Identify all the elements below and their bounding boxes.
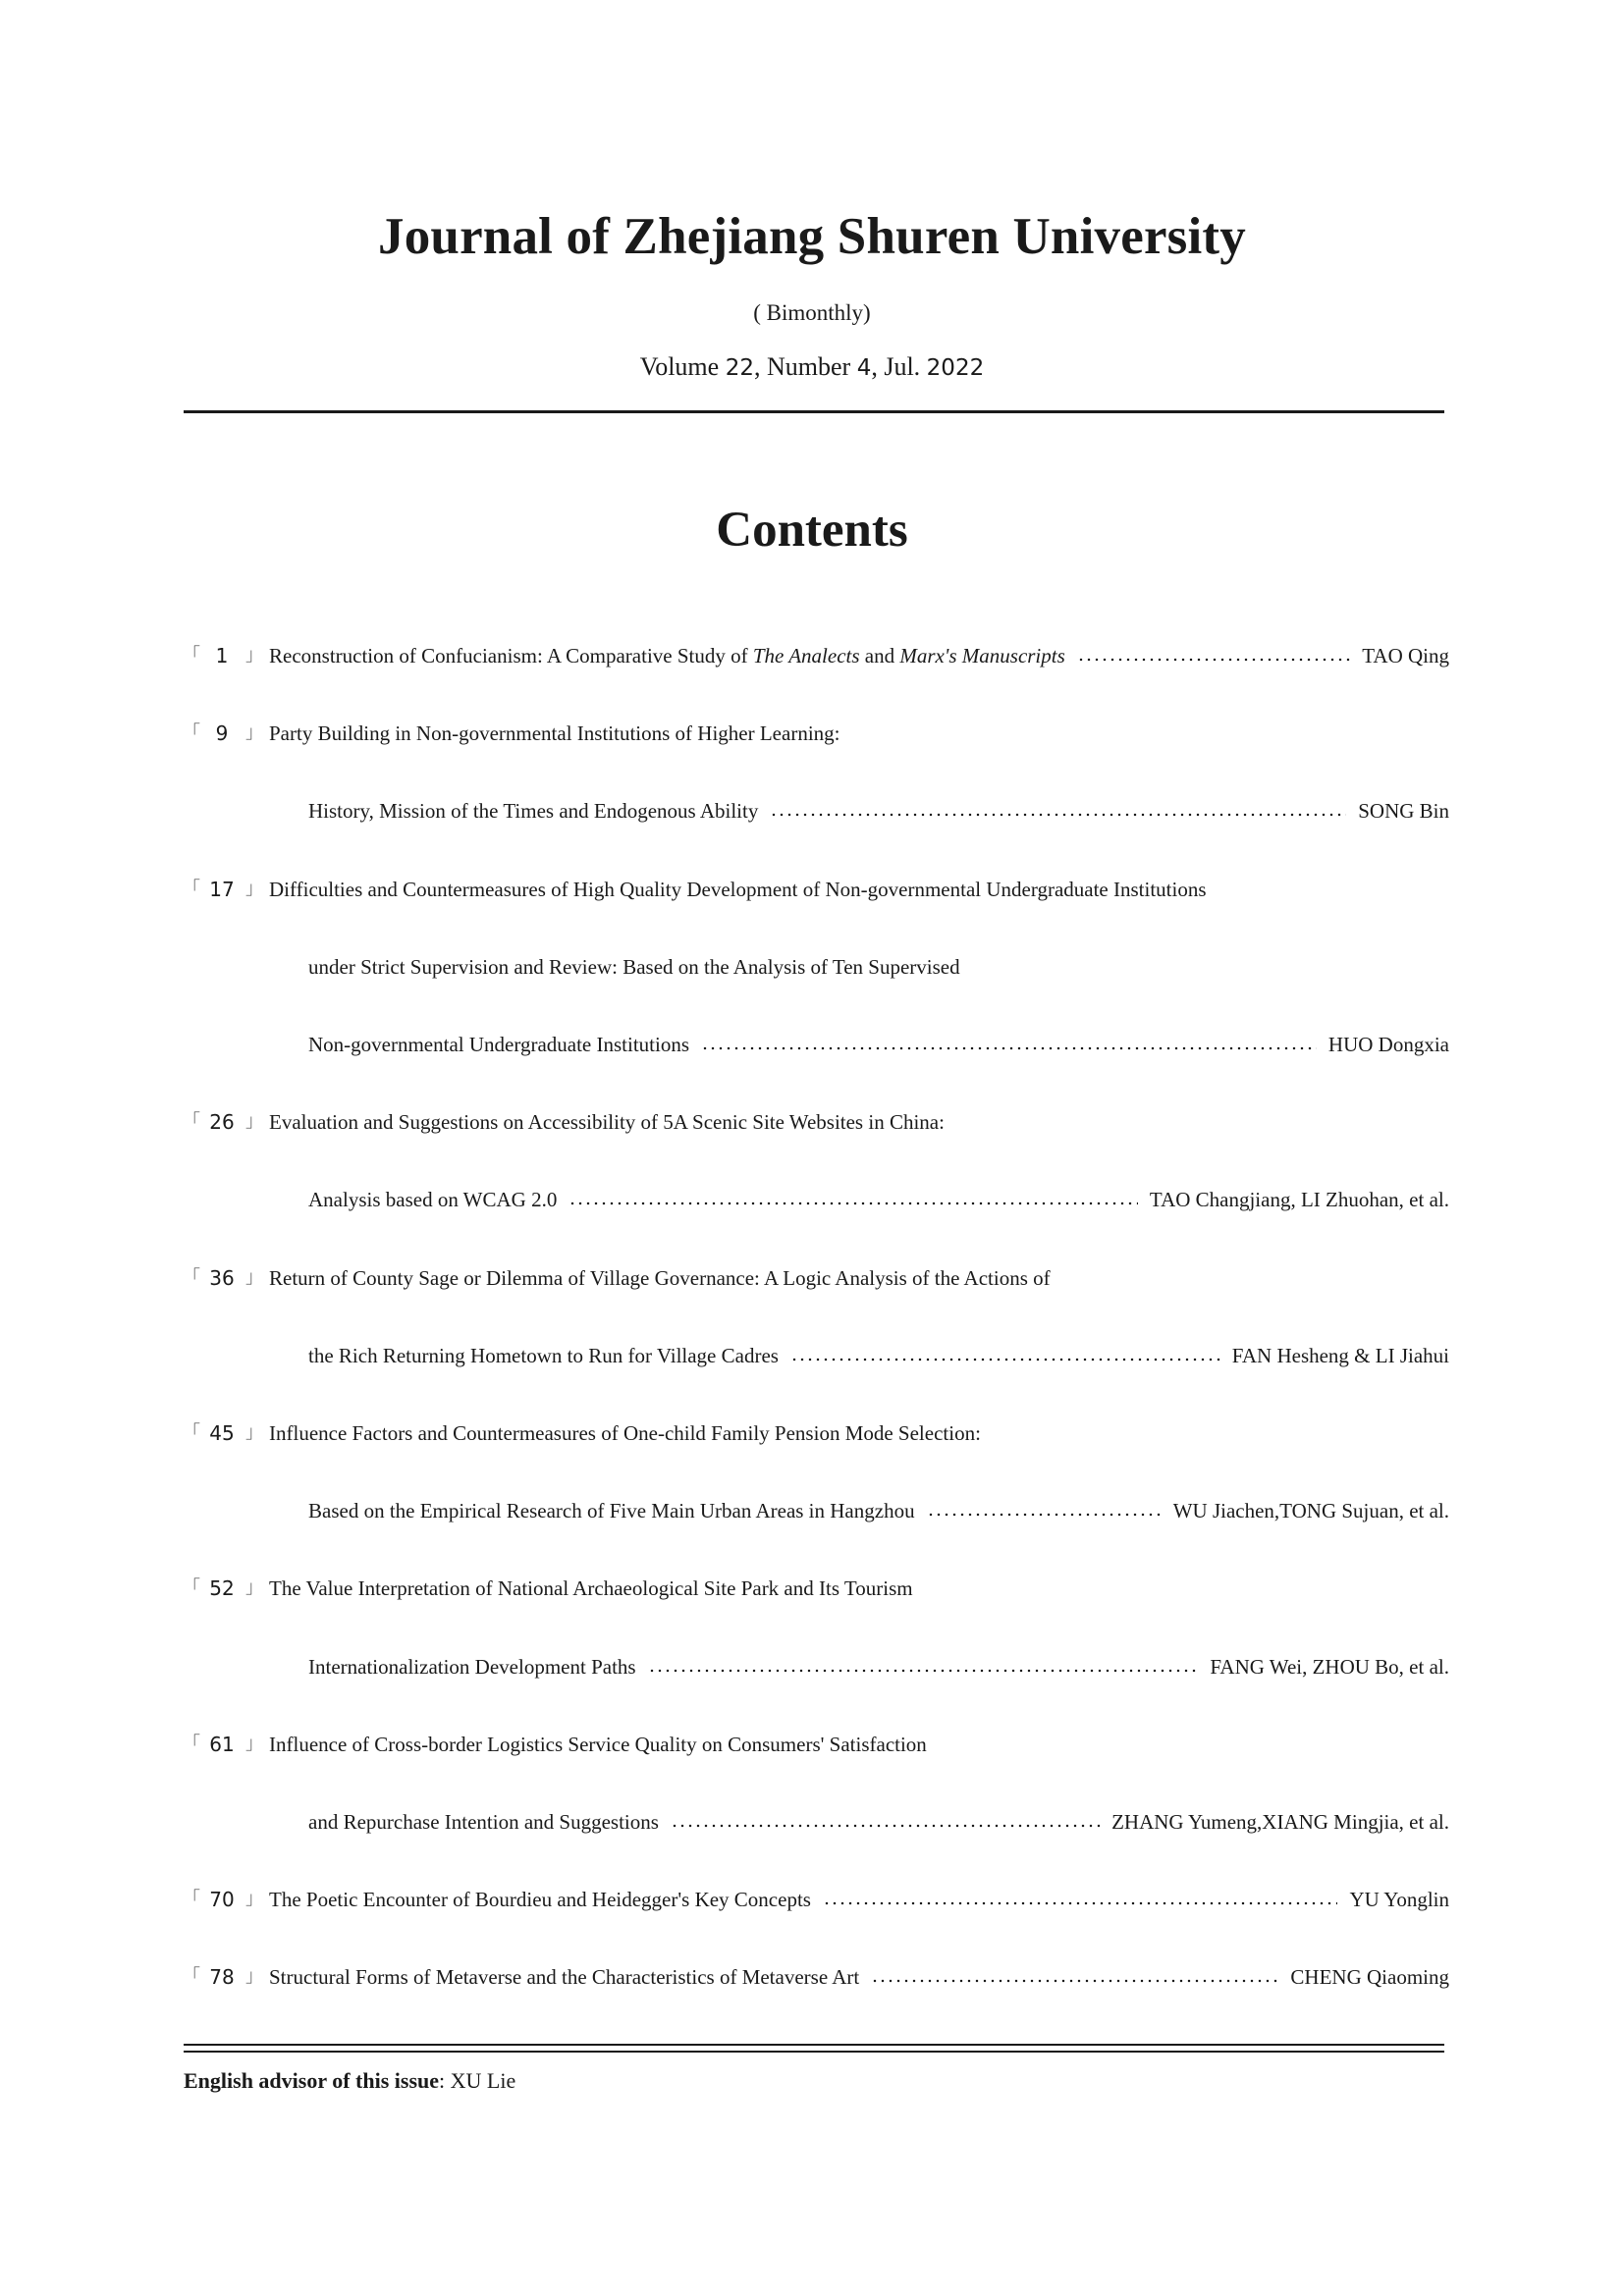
contents-heading: Contents [716,503,908,558]
page-bracket-close: 」 [245,1267,263,1288]
toc-entry [183,1104,945,1140]
page-bracket-open: 「 [183,1966,200,1987]
dot-leader [770,793,1346,828]
title-italic-segment: The Analects [752,644,860,667]
toc-article-title [308,1804,659,1840]
dot-leader [871,1959,1278,1995]
page-bracket-open: 「 [183,1422,200,1443]
issue-number: 4 [856,355,872,381]
toc-article-title [308,1027,689,1062]
issue-year: 2022 [926,355,985,381]
title-segment: Reconstruction of Confucianism: A Comparative Study of [269,644,753,667]
title-segment: Internationalization Development Paths [308,1655,636,1679]
title-segment: the Rich Returning Hometown to Run for Village Cadres [308,1344,779,1367]
toc-article-title [269,1959,859,1995]
page-bracket-close: 」 [245,1577,263,1598]
toc-author: WU Jiachen,TONG Sujuan, et al. [1172,1499,1449,1522]
toc-author: YU Yonglin [1349,1888,1449,1911]
footer-divider-bottom [184,2051,1444,2053]
toc-article-title [308,1338,779,1373]
journal-title: Journal of Zhejiang Shuren University [378,208,1246,265]
toc-article-title [269,638,1065,673]
advisor-name: XU Lie [450,2068,516,2093]
title-segment: Difficulties and Countermeasures of High Quality Development of Non-governmental Undergraduate Institutions [269,878,1207,901]
toc-article-title [269,1260,1051,1296]
masthead [0,208,1624,382]
toc-page-number: 45 [209,1421,235,1445]
volume-number: 22 [725,355,754,381]
toc-author: SONG Bin [1358,799,1449,823]
publication-frequency: ( Bimonthly) [753,300,871,325]
toc-page-number: 26 [209,1110,235,1134]
issue-separator: , [871,352,885,381]
toc-entry-continuation [308,1027,1449,1062]
toc-author: TAO Changjiang, LI Zhuohan, et al. [1149,1188,1449,1211]
toc-article-title [269,1571,913,1606]
toc-entry [183,1571,913,1606]
toc-entry-continuation [308,1182,1449,1217]
title-segment: Influence Factors and Countermeasures of One-child Family Pension Mode Selection: [269,1421,981,1445]
toc-article-title [308,949,960,985]
advisor-label: English advisor of this issue [184,2068,440,2093]
page-bracket-open: 「 [183,1577,200,1598]
masthead-divider [184,410,1444,413]
dot-leader [790,1338,1220,1373]
page-bracket-open: 「 [183,1111,200,1132]
toc-page-number: 9 [215,721,229,745]
title-segment: Non-governmental Undergraduate Institutions [308,1033,690,1056]
title-segment: Return of County Sage or Dilemma of Village Governance: A Logic Analysis of the Actions of [269,1266,1051,1290]
toc-entry-continuation [308,793,1449,828]
toc-entry-continuation [308,1804,1449,1840]
toc-article-title [269,1104,945,1140]
toc-entry [183,1260,1051,1296]
toc-article-title [269,1415,981,1451]
dot-leader [1077,638,1350,673]
toc-author: CHENG Qiaoming [1290,1965,1449,1989]
volume-label: Volume [639,352,720,381]
dot-leader [823,1882,1337,1917]
toc-author: TAO Qing [1362,644,1449,667]
toc-entry [183,1415,981,1451]
title-segment: Evaluation and Suggestions on Accessibility of 5A Scenic Site Websites in China: [269,1110,945,1134]
page-bracket-close: 」 [245,879,263,899]
advisor-colon: : [439,2068,451,2093]
dot-leader [701,1027,1317,1062]
number-label: Number [766,352,851,381]
toc-article-title [308,1182,557,1217]
title-segment: and [859,644,900,667]
title-segment: under Strict Supervision and Review: Based on the Analysis of Ten Supervised [308,955,960,979]
toc-page-number: 52 [209,1576,235,1600]
toc-entry-continuation [308,1338,1449,1373]
title-segment: The Value Interpretation of National Archaeological Site Park and Its Tourism [269,1576,913,1600]
toc-entry [183,1727,927,1762]
volume-separator: , [753,352,767,381]
title-segment: Structural Forms of Metaverse and the Characteristics of Metaverse Art [269,1965,860,1989]
page-bracket-close: 」 [245,1111,263,1132]
toc-entry-continuation [308,1649,1449,1684]
toc-article-title [308,793,758,828]
toc-article-title [269,1727,927,1762]
toc-page-number: 1 [215,644,229,667]
toc-entry-continuation [308,949,960,985]
page-bracket-close: 」 [245,1422,263,1443]
toc-page-number: 70 [209,1888,235,1911]
toc-article-title [308,1493,915,1528]
title-segment: Based on the Empirical Research of Five Main Urban Areas in Hangzhou [308,1499,915,1522]
toc-author: FANG Wei, ZHOU Bo, et al. [1210,1655,1449,1679]
toc-article-title [269,872,1207,907]
toc-page-number: 36 [209,1266,235,1290]
page-bracket-open: 「 [183,1734,200,1754]
page-bracket-open: 「 [183,879,200,899]
page-bracket-open: 「 [183,722,200,743]
toc-author: FAN Hesheng & LI Jiahui [1231,1344,1449,1367]
toc-author: ZHANG Yumeng,XIANG Mingjia, et al. [1111,1810,1449,1834]
toc-entry-continuation [308,1493,1449,1528]
dot-leader [568,1182,1138,1217]
page-bracket-close: 」 [245,1734,263,1754]
issue-month: Jul. [884,352,921,381]
volume-issue-line [0,352,1624,382]
english-advisor-note [184,2066,515,2096]
title-segment: Analysis based on WCAG 2.0 [308,1188,558,1211]
toc-entry [183,716,840,751]
title-italic-segment: Marx's Manuscripts [899,644,1065,667]
toc-entry [183,872,1207,907]
dot-leader [927,1493,1162,1528]
page-bracket-close: 」 [245,1889,263,1909]
page-bracket-open: 「 [183,1267,200,1288]
page-bracket-open: 「 [183,1889,200,1909]
dot-leader [671,1804,1100,1840]
toc-entry [183,1882,1449,1917]
toc-article-title [269,716,840,751]
page-bracket-close: 」 [245,722,263,743]
toc-page-number: 78 [209,1965,235,1989]
title-segment: The Poetic Encounter of Bourdieu and Heidegger's Key Concepts [269,1888,811,1911]
title-segment: Influence of Cross-border Logistics Service Quality on Consumers' Satisfaction [269,1733,927,1756]
toc-article-title [269,1882,811,1917]
toc-entry [183,1959,1449,1995]
footer-divider-top [184,2044,1444,2046]
toc-page-number: 61 [209,1733,235,1756]
title-segment: History, Mission of the Times and Endogenous Ability [308,799,759,823]
title-segment: Party Building in Non-governmental Institutions of Higher Learning: [269,721,840,745]
title-segment: and Repurchase Intention and Suggestions [308,1810,659,1834]
toc-article-title [308,1649,636,1684]
page-bracket-open: 「 [183,645,200,666]
page-bracket-close: 」 [245,1966,263,1987]
toc-entry [183,638,1449,673]
toc-page-number: 17 [209,878,235,901]
toc-author: HUO Dongxia [1327,1033,1449,1056]
dot-leader [648,1649,1199,1684]
page-bracket-close: 」 [245,645,263,666]
